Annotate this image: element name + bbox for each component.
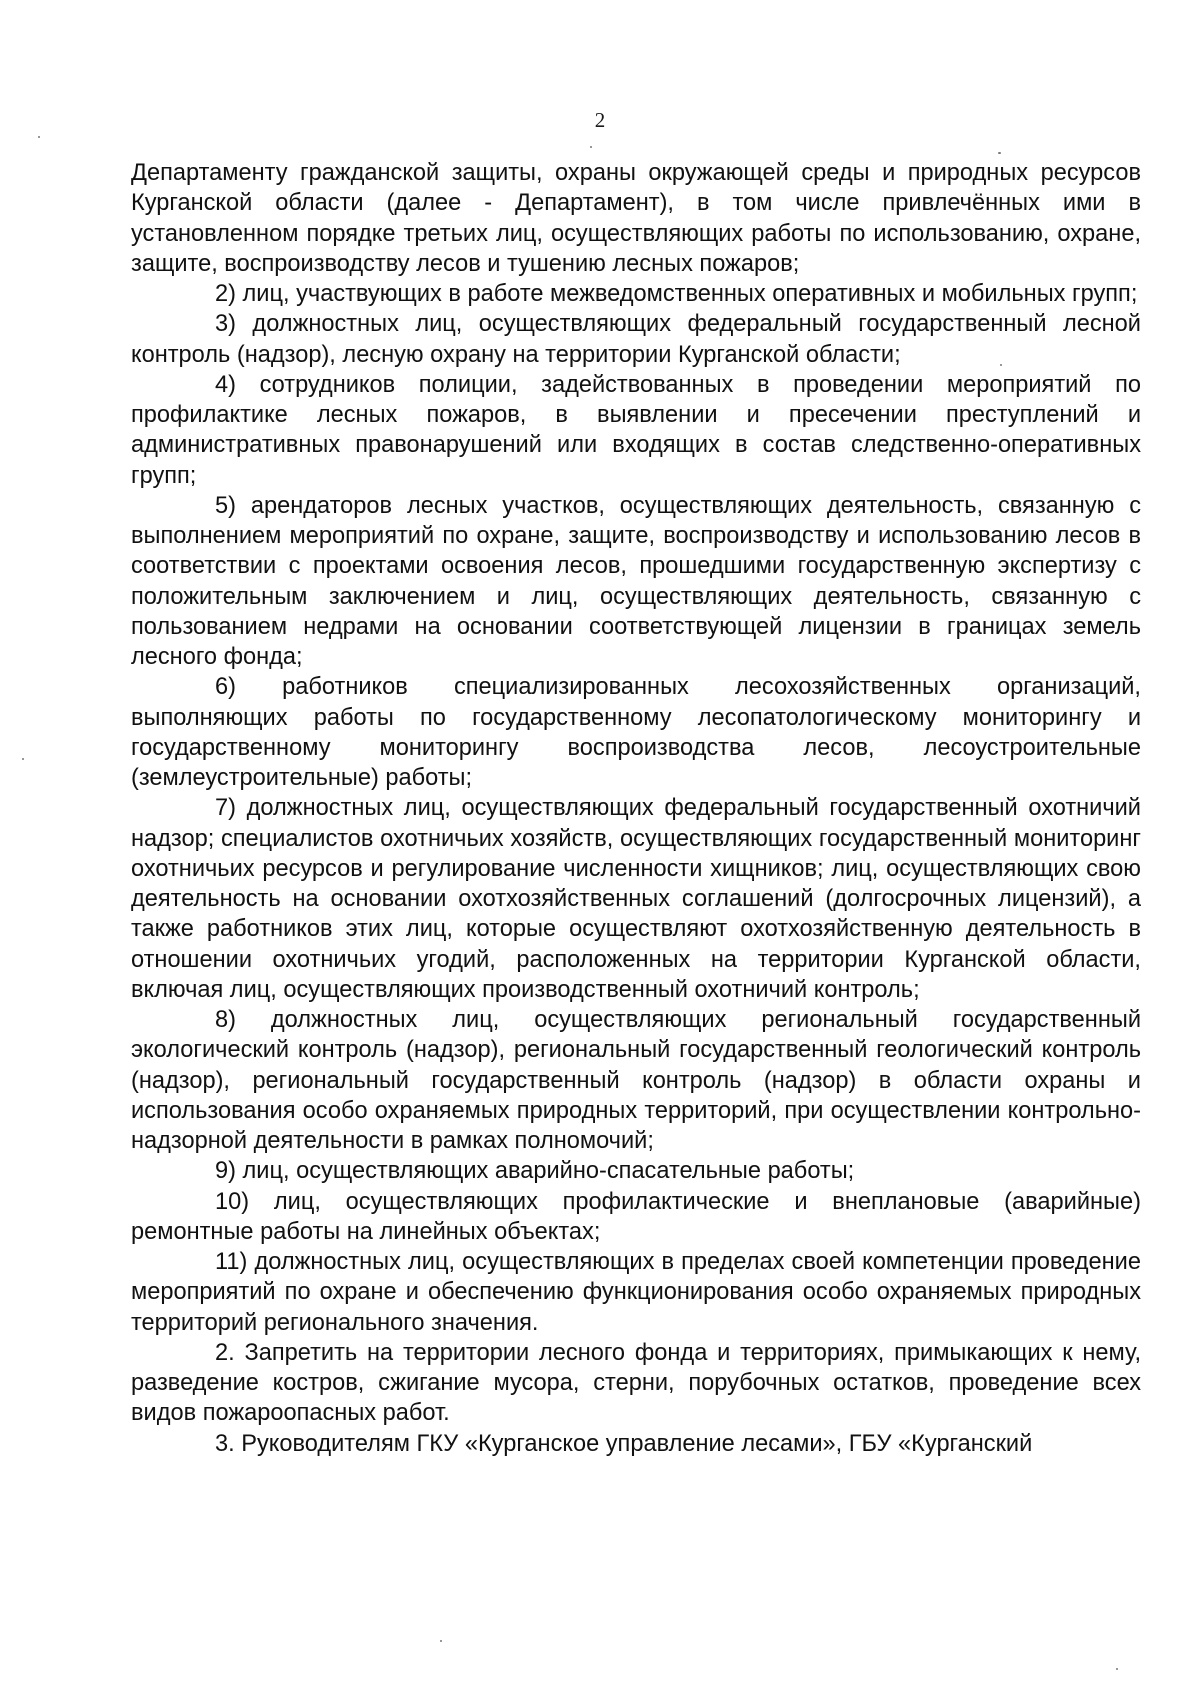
scan-speck [1000,364,1002,366]
list-item-10: 10) лиц, осуществляющих профилактические и внеплановые (аварийные) ремонтные работы на линейных объектах; [131,1188,1141,1245]
list-item-2: 2) лиц, участвующих в работе межведомственных оперативных и мобильных групп; [215,281,1138,307]
scan-speck [590,146,592,148]
scan-speck [22,758,24,760]
list-item-8: 8) должностных лиц, осуществляющих региональный государственный экологический контроль (надзор), региональный государственный геологический контроль (надзор), региональный государственный контроль (надзор) в области охраны и использования особо охраняемых природных территорий, при осуществлении контрольно-надзорной деятельности в рамках полномочий; [131,1007,1141,1154]
scan-speck [998,152,1001,154]
paragraph-continuation: Департаменту гражданской защиты, охраны окружающей среды и природных ресурсов Курганской области (далее - Департамент), в том числе привлечённых ими в установленном порядке третьих лиц, осуществляющих работы по использованию, охране, защите, воспроизводству лесов и тушению лесных пожаров; [131,160,1141,277]
clause-2: 2. Запретить на территории лесного фонда и территориях, примыкающих к нему, разведение костров, сжигание мусора, стерни, порубочных остатков, проведение всех видов пожароопасных работ. [131,1339,1141,1427]
list-item-6: 6) работников специализированных лесохозяйственных организаций, выполняющих работы по государственному лесопатологическому мониторингу и государственному мониторингу воспроизводства лесов, лесоустроительные (землеустроительные) работы; [131,674,1141,791]
list-item-9: 9) лиц, осуществляющих аварийно-спасательные работы; [215,1158,855,1185]
list-item-5: 5) арендаторов лесных участков, осуществляющих деятельность, связанную с выполнением мероприятий по охране, защите, воспроизводству и использованию лесов в соответствии с проектами освоения лесов, прошедшими государственную экспертизу с положительным заключением и лиц, осуществляющих деятельность, связанную с пользованием недрами на основании соответствующей лицензии в границах земель лесного фонда; [131,492,1141,670]
page-number: 2 [594,108,606,132]
list-item-7: 7) должностных лиц, осуществляющих федеральный государственный охотничий надзор; специалистов охотничьих хозяйств, осуществляющих государственный мониторинг охотничьих ресурсов и регулирование численности хищников; лиц, осуществляющих свою деятельность на основании охотхозяйственных соглашений (долгосрочных лицензий), а также работников этих лиц, которые осуществляют охотхозяйственную деятельность в отношении охотничьих угодий, расположенных на территории Курганской области, включая лиц, осуществляющих производственный охотничий контроль; [131,795,1141,1003]
list-item-4: 4) сотрудников полиции, задействованных в проведении мероприятий по профилактике лесных пожаров, в выявлении и пресечении преступлений и административных правонарушений или входящих в состав следственно-оперативных групп; [131,371,1141,489]
list-item-11: 11) должностных лиц, осуществляющих в пределах своей компетенции проведение мероприятий по охране и обеспечению функционирования особо охраняемых природных территорий регионального значения. [131,1249,1141,1336]
list-item-3: 3) должностных лиц, осуществляющих федеральный государственный лесной контроль (надзор), лесную охрану на территории Курганской области; [131,311,1141,368]
clause-3: 3. Руководителям ГКУ «Курганское управление лесами», ГБУ «Курганский [215,1430,1033,1457]
scan-speck [1116,1668,1118,1670]
document-body [131,158,1141,1459]
scan-speck [38,136,40,138]
scan-speck [440,1640,442,1642]
